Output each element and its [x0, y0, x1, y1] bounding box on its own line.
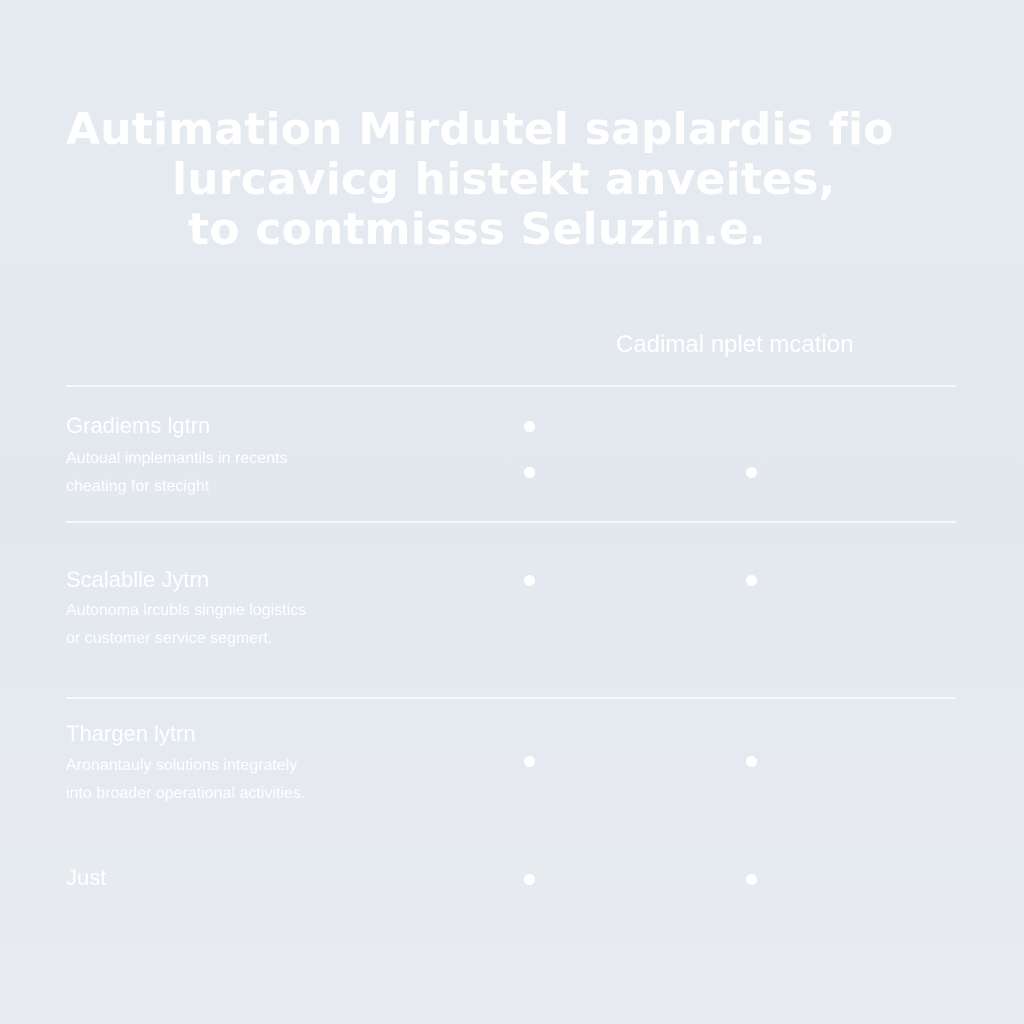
bullet-dot	[746, 874, 757, 885]
headline-line-3: to contmisss Seluzin.e.	[188, 204, 766, 255]
row-description-line: Aronantauly solutions integrately	[66, 757, 298, 774]
bullet-dot	[746, 756, 757, 767]
bullet-dot	[524, 575, 535, 586]
bullet-dot	[524, 421, 535, 432]
divider	[66, 385, 956, 387]
bullet-dot	[524, 467, 535, 478]
bullet-dot	[746, 575, 757, 586]
row-title: Thargen lytrn	[66, 721, 196, 746]
row-description-line: Autoual implemantils in recents	[66, 450, 288, 467]
row-description-line: Autonoma lrcubls singnie logistics	[66, 602, 307, 619]
bullet-dot	[746, 467, 757, 478]
headline-line-2: lurcavicg histekt anveites,	[172, 154, 836, 205]
divider	[66, 697, 956, 699]
column-header: Cadimal nplet mcation	[616, 331, 854, 358]
row-description	[66, 445, 287, 501]
row-title: Just	[66, 865, 107, 890]
row-description	[66, 752, 305, 808]
row-description-line: or customer service segmert.	[66, 630, 273, 647]
bullet-dot	[524, 756, 535, 767]
bullet-dot	[524, 874, 535, 885]
divider	[66, 521, 956, 523]
row-description	[66, 597, 306, 653]
row-title: Scalablle Jytrn	[66, 567, 210, 592]
row-description-line: cheating for stecight	[66, 478, 210, 495]
row-description-line: into broader operational activities.	[66, 785, 306, 802]
row-title: Gradiems lgtrn	[66, 413, 211, 438]
headline-line-1: Autimation Mirdutel saplardis fio	[66, 104, 894, 155]
